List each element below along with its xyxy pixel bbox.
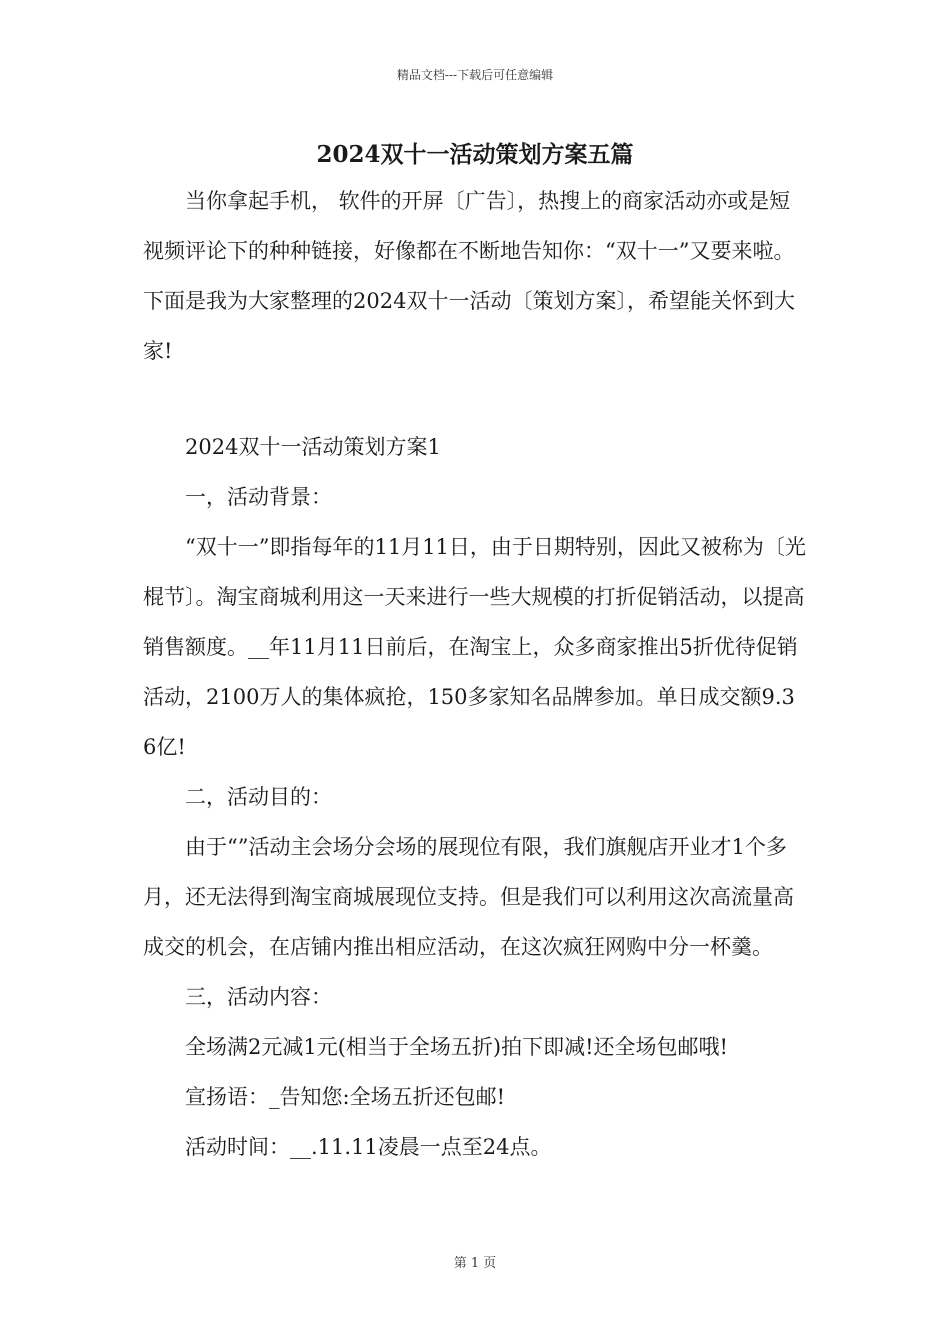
background-paragraph: “双十一”即指每年的11月11日，由于日期特别，因此又被称为〔光棍节〕。淘宝商城利用这一天来进行一些大规模的打折促销活动，以提高销售额度。__年11月11日前后，在淘宝上，众多商家推出5折优待促销活动，2100万人的集体疯抢，150多家知名品牌参加。单日成交额9.36亿! (143, 535, 806, 759)
section-spacer (143, 376, 807, 422)
content-line-time: 活动时间：__.11.11凌晨一点至24点。 (185, 1135, 552, 1159)
heading-purpose: 二，活动目的： (185, 785, 332, 809)
document-body (143, 176, 807, 1172)
document-title: 2024双十一活动策划方案五篇 (316, 141, 634, 168)
section-title: 2024双十一活动策划方案1 (185, 435, 441, 459)
content-line-offer: 全场满2元减1元(相当于全场五折)拍下即减!还全场包邮哦! (185, 1035, 728, 1059)
heading-content: 三，活动内容： (185, 985, 332, 1009)
content-line-slogan: 宣扬语：_告知您:全场五折还包邮! (185, 1085, 506, 1109)
purpose-paragraph: 由于“”活动主会场分会场的展现位有限，我们旗舰店开业才1个多月，还无法得到淘宝商城展现位支持。但是我们可以利用这次高流量高成交的机会，在店铺内推出相应活动，在这次疯狂网购中分一杯羹。 (143, 835, 794, 959)
heading-background: 一，活动背景： (185, 485, 332, 509)
intro-paragraph: 当你拿起手机， 软件的开屏〔广告〕，热搜上的商家活动亦或是短视频评论下的种种链接，好像都在不断地告知你：“双十一”又要来啦。下面是我为大家整理的2024双十一活动〔策划方案〕，希望能关怀到大家! (143, 189, 795, 363)
page-number: 第 1 页 (453, 1256, 497, 1271)
header-note: 精品文档---下载后可任意编辑 (396, 68, 554, 82)
